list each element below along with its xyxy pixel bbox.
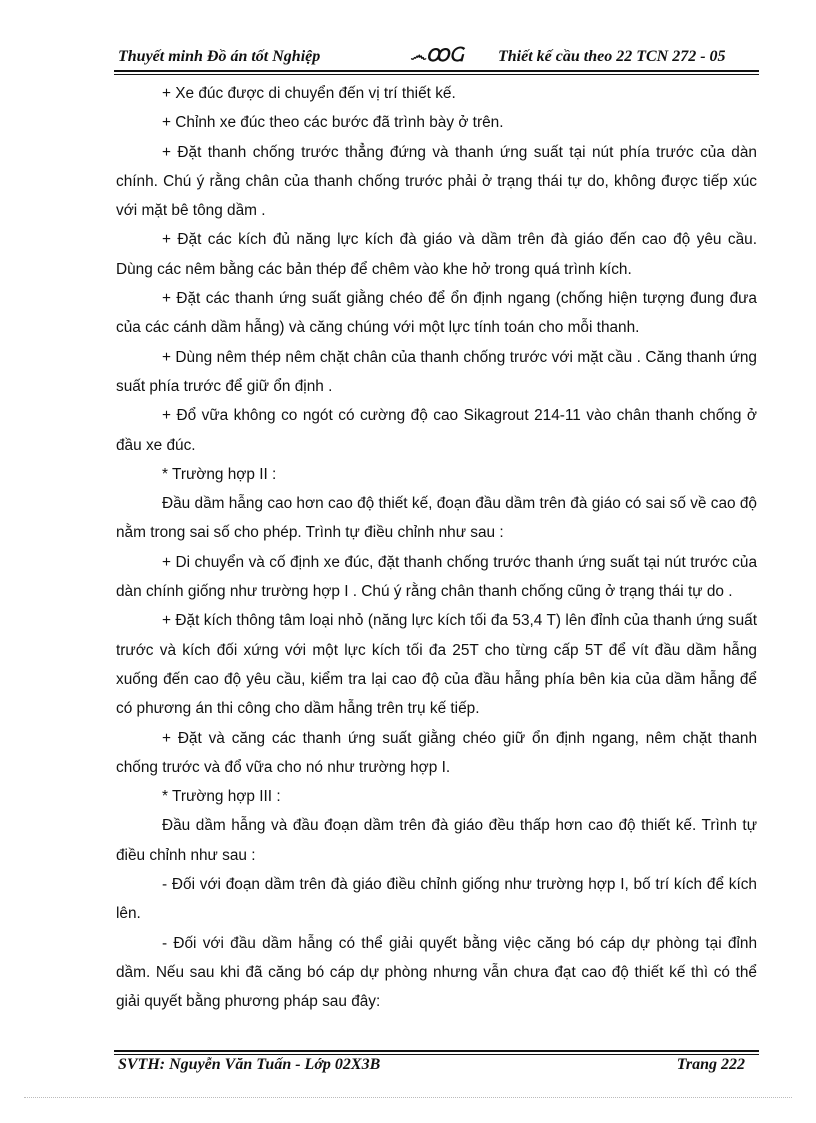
paragraph: + Đặt các kích đủ năng lực kích đà giáo và dầm trên đà giáo đến cao độ yêu cầu. Dùng các nêm bằng các bản thép để chêm vào khe hở trong quá trình kích. (116, 231, 757, 278)
page-footer (114, 1056, 759, 1080)
paragraph: + Dùng nêm thép nêm chặt chân của thanh chống trước với mặt cầu . Căng thanh ứng suất phía trước để giữ ổn định . (116, 348, 757, 395)
section-heading: * Trường hợp II : (162, 465, 277, 483)
header-rule (114, 70, 759, 75)
footer-rule (114, 1050, 759, 1055)
paragraph: + Đổ vữa không co ngót có cường độ cao Sikagrout 214-11 vào chân thanh chống ở đầu xe đúc. (116, 407, 757, 454)
page-number: Trang 222 (676, 1056, 745, 1073)
paragraph: + Di chuyển và cố định xe đúc, đặt thanh chống trước thanh ứng suất tại nút trước của dàn chính giống như trường hợp I . Chú ý rằng chân thanh chống cũng ở trạng thái tự do . (116, 553, 757, 601)
paragraph: + Đặt và căng các thanh ứng suất giằng chéo giữ ổn định ngang, nêm chặt thanh chống trước và đổ vữa cho nó như trường hợp I. (116, 729, 757, 776)
paragraph: - Đối với đầu dầm hẫng có thể giải quyết bằng việc căng bó cáp dự phòng tại đỉnh dầm. Nếu sau khi đã căng bó cáp dự phòng nhưng vẫn chưa đạt cao độ thiết kế thì có thể giải quyết bằng phương pháp sau đây: (116, 934, 757, 1011)
paragraph: - Đối với đoạn dầm trên đà giáo điều chỉnh giống như trường hợp I, bố trí kích để kích lên. (116, 876, 757, 923)
paragraph: + Chỉnh xe đúc theo các bước đã trình bày ở trên. (162, 114, 504, 132)
footer-author: SVTH: Nguyễn Văn Tuấn - Lớp 02X3B (118, 1056, 381, 1073)
page-header (114, 46, 759, 70)
header-title: Thuyết minh Đồ án tốt Nghiệp (118, 48, 321, 65)
page-edge (24, 1097, 792, 1098)
paragraph: + Đặt kích thông tâm loại nhỏ (năng lực kích tối đa 53,4 T) lên đỉnh của thanh ứng suất trước và kích đối xứng với một lực kích tối đa 25T cho từng cấp 5T để vít đầu dầm hẫng xuống đến cao độ yêu cầu, kiểm tra lại cao độ của đầu hẫng phía bên kia của dầm hẫng để có phương án thi công cho dầm hẫng trên trụ kế tiếp. (116, 612, 757, 718)
section-heading: * Trường hợp III : (162, 788, 281, 806)
header-ornament: ෴ꝎႺ (410, 46, 464, 65)
paragraph: Đầu dầm hẫng cao hơn cao độ thiết kế, đoạn đầu dầm trên đà giáo có sai số về cao độ nằm trong sai số cho phép. Trình tự điều chỉnh như sau : (116, 495, 757, 542)
header-subtitle: Thiết kế cầu theo 22 TCN 272 - 05 (498, 48, 726, 65)
paragraph: + Xe đúc được di chuyển đến vị trí thiết kế. (162, 85, 456, 102)
paragraph: + Đặt thanh chống trước thẳng đứng và thanh ứng suất tại nút phía trước của dàn chính. Chú ý rằng chân của thanh chống trước phải ở trạng thái tự do, không được tiếp xúc với mặt bê tông dầm . (116, 143, 757, 220)
paragraph: Đầu dầm hẫng và đầu đoạn dầm trên đà giáo đều thấp hơn cao độ thiết kế. Trình tự điều chỉnh như sau : (116, 817, 757, 864)
paragraph: + Đặt các thanh ứng suất giằng chéo để ổn định ngang (chống hiện tượng đung đưa của các cánh dầm hẫng) và căng chúng với một lực tính toán cho mỗi thanh. (116, 290, 757, 337)
body-text (116, 79, 757, 1017)
